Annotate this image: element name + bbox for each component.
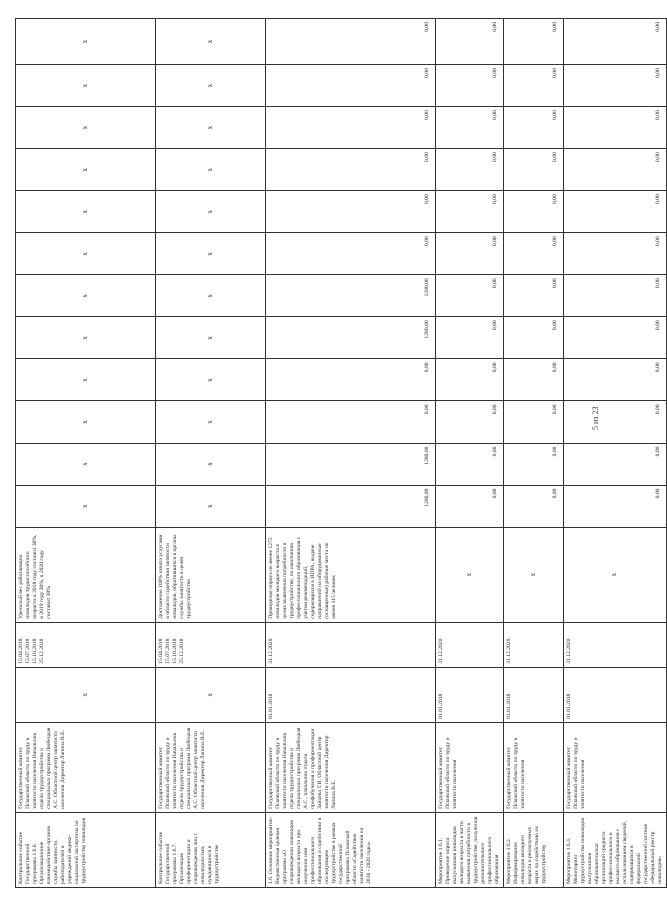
table-cell: Мероприятие 1.6.3. Мониторинг трудоустройства инвалидов выпускников образовательных организаций среднего профессионального и высшего образования с использованием сведений, содержащихся в федеральной государственной системе «Федеральный реестр инвалидов» xyxy=(563,812,666,887)
table-cell: x xyxy=(156,359,266,401)
table-cell: 0,00 xyxy=(563,107,666,149)
table-cell: 0,00 xyxy=(563,149,666,191)
table-cell: Контрольное событие Государственной программы 1.6.6. Организационное взаимодействие органов службы занятости, работодателей и учреждений медико-социальной экспертизы по трудоустройству инвалидов xyxy=(16,812,156,887)
table-cell: x xyxy=(16,233,156,275)
table-cell: x xyxy=(503,527,563,622)
table-cell: Мероприятие 1.6.1. Проведение опроса выпускников инвалидов молодого возраста в части выявления потребности в трудоустройстве, получения дополнительного профессионального образования xyxy=(436,812,504,887)
table-cell: 0,00 xyxy=(503,359,563,401)
table-cell: 0,00 xyxy=(266,401,436,443)
table-cell: 0,00 xyxy=(503,65,563,107)
program-table xyxy=(15,18,667,888)
table-cell: x xyxy=(156,107,266,149)
table-cell: 15.04.2018 15.07.2018 15.10.2018 25.12.2018 xyxy=(156,622,266,667)
rotated-table-wrapper xyxy=(15,18,663,888)
table-cell: 1280,00 xyxy=(266,443,436,485)
table-cell: x xyxy=(156,485,266,527)
table-cell: x xyxy=(156,191,266,233)
table-cell: 0,00 xyxy=(503,149,563,191)
table-cell: 0,00 xyxy=(503,107,563,149)
table-cell: Государственный комитет Псковской области по труду и занятости населения Начальник отдела трудоустройства и специальных программ Любецкая А.С., начальник отдела профобучения и профориентации Зайцева Т.И. Областной центр занятости населения Директор Лапина В.Е. xyxy=(266,722,436,812)
table-cell: 0,00 xyxy=(266,191,436,233)
table-cell: 0,00 xyxy=(436,65,504,107)
table-cell: 0,00 xyxy=(266,359,436,401)
table-cell: 0,00 xyxy=(436,233,504,275)
table-cell: 31.12.2020 xyxy=(436,622,504,667)
table-cell: x xyxy=(156,233,266,275)
table-cell: 0,00 xyxy=(563,191,666,233)
table-cell: 0,00 xyxy=(266,19,436,65)
table-cell: 1280,00 xyxy=(266,317,436,359)
table-cell: x xyxy=(156,65,266,107)
table-cell: 31.12.2020 xyxy=(563,622,666,667)
table-cell: 01.01.2018 xyxy=(266,667,436,722)
table-cell: x xyxy=(16,317,156,359)
table-row xyxy=(266,19,436,888)
table-cell: x xyxy=(156,19,266,65)
table-cell: 0,00 xyxy=(436,443,504,485)
table-cell: 0,00 xyxy=(563,275,666,317)
table-cell: 0,00 xyxy=(503,233,563,275)
table-cell: 0,00 xyxy=(266,233,436,275)
table-cell: 0,00 xyxy=(503,485,563,527)
table-cell: Удельный вес работающих инвалидов трудоспособного возраста в 2018 году составит 30%, в 2019 году 30%, в 2020 году составит 30% xyxy=(16,527,156,622)
table-cell: x xyxy=(16,19,156,65)
table-cell: Государственный комитет Псковской области по труду и занятости населения Начальник отдела трудоустройства и специальных программ Любецкая А.С. Областной центр занятости населения Директор Лапина В.Е. xyxy=(16,722,156,812)
table-row xyxy=(16,19,156,888)
table-cell: x xyxy=(16,65,156,107)
table-cell: 0,00 xyxy=(563,443,666,485)
table-cell: x xyxy=(16,485,156,527)
table-cell: Контрольное событие Государственной программы 1.6.7. Организация профориентации и сопровождения лиц с инвалидностью, нуждающихся в трудоустройстве xyxy=(156,812,266,887)
table-cell: 0,00 xyxy=(563,359,666,401)
table-cell: 0,00 xyxy=(266,107,436,149)
table-cell: 0,00 xyxy=(503,19,563,65)
table-cell: 0,00 xyxy=(563,233,666,275)
table-cell: 0,00 xyxy=(503,443,563,485)
table-cell: 0,00 xyxy=(436,275,504,317)
table-cell: 0,00 xyxy=(436,107,504,149)
table-cell: x xyxy=(16,443,156,485)
table-cell: 31.12.2020 xyxy=(503,622,563,667)
table-cell: x xyxy=(16,275,156,317)
table-cell: 0,00 xyxy=(436,359,504,401)
table-cell: 01.01.2018 xyxy=(563,667,666,722)
table-cell: Государственный комитет Псковской области по труду и занятости населения Начальник отдела трудоустройства и специальных программ Любецкая А.С. Областной центр занятости населения Директор Лапина В.Е. xyxy=(156,722,266,812)
table-cell: 1280,00 xyxy=(266,485,436,527)
table-cell: x xyxy=(16,107,156,149)
table-cell: x xyxy=(16,191,156,233)
table-cell: Государственный комитет Псковской области по труду и занятости населения xyxy=(563,722,666,812)
table-cell: Государственный комитет Псковской области по труду и занятости населения xyxy=(436,722,504,812)
table-cell: x xyxy=(16,667,156,722)
table-cell: x xyxy=(156,667,266,722)
table-cell: Достижение 100% охвата услугами в области содействия занятости инвалидов, обратившихся в органы службы занятости в целях трудоустройства xyxy=(156,527,266,622)
table-cell: 0,00 xyxy=(436,401,504,443)
table-cell: 0,00 xyxy=(266,149,436,191)
table-row xyxy=(563,19,666,888)
table-cell: x xyxy=(156,149,266,191)
table-cell: Государственный комитет Псковской области по труду и занятости населения xyxy=(503,722,563,812)
table-cell: 0,00 xyxy=(436,191,504,233)
table-cell: 0,00 xyxy=(563,19,666,65)
table-cell: x xyxy=(16,149,156,191)
table-cell: 0,00 xyxy=(436,19,504,65)
table-cell: x xyxy=(16,401,156,443)
table-cell: x xyxy=(156,275,266,317)
table-cell: 0,00 xyxy=(503,317,563,359)
table-cell: x xyxy=(156,401,266,443)
table-cell: 1.6. Основное мероприятие: Ведомственная целевая программа «О сопровождении инвалидов молодого возраста при получении ими профессионального образования и содействии в последующем трудоустройстве в рамках государственной программы Псковской области «Содействие занятости населения на 2018 - 2020 годы» xyxy=(266,812,436,887)
table-row xyxy=(436,19,504,888)
table-row xyxy=(503,19,563,888)
table-cell: x xyxy=(563,527,666,622)
table-cell: x xyxy=(436,527,504,622)
table-cell: Проведение опроса не менее 1275 инвалидов молодого возраста в целях выявления потребности в трудоустройстве, по окончанию профессионального образования с учетом рекомендаций, содержащихся в ИПРА, выдаче направлений на оборудованные (оснащенные) рабочие места не менее 115 человек xyxy=(266,527,436,622)
table-cell: 31.12.2020 xyxy=(266,622,436,667)
table-cell: 15.04.2018 15.07.2018 15.10.2018 25.12.2018 xyxy=(16,622,156,667)
table-cell: 0,00 xyxy=(436,485,504,527)
table-cell: 01.01.2018 xyxy=(436,667,504,722)
table-cell: Мероприятие 1.6.2. Информирование инвалидов молодого возраста о реализуемых мерах по содействию их трудоустройству xyxy=(503,812,563,887)
table-cell: 01.01.2018 xyxy=(503,667,563,722)
table-cell: 0,00 xyxy=(503,191,563,233)
table-cell: x xyxy=(16,359,156,401)
table-cell: 0,00 xyxy=(503,275,563,317)
table-cell: 0,00 xyxy=(436,149,504,191)
table-cell: 1280,00 xyxy=(266,275,436,317)
table-cell: 0,00 xyxy=(503,401,563,443)
table-cell: 0,00 xyxy=(563,401,666,443)
page-number: 5 из 23 xyxy=(591,406,600,430)
table-cell: 0,00 xyxy=(563,65,666,107)
table-body xyxy=(16,19,667,888)
table-cell: 0,00 xyxy=(563,485,666,527)
table-cell: 0,00 xyxy=(563,317,666,359)
table-cell: x xyxy=(156,443,266,485)
table-cell: 0,00 xyxy=(436,317,504,359)
table-cell: x xyxy=(156,317,266,359)
table-cell: 0,00 xyxy=(266,65,436,107)
table-row xyxy=(156,19,266,888)
